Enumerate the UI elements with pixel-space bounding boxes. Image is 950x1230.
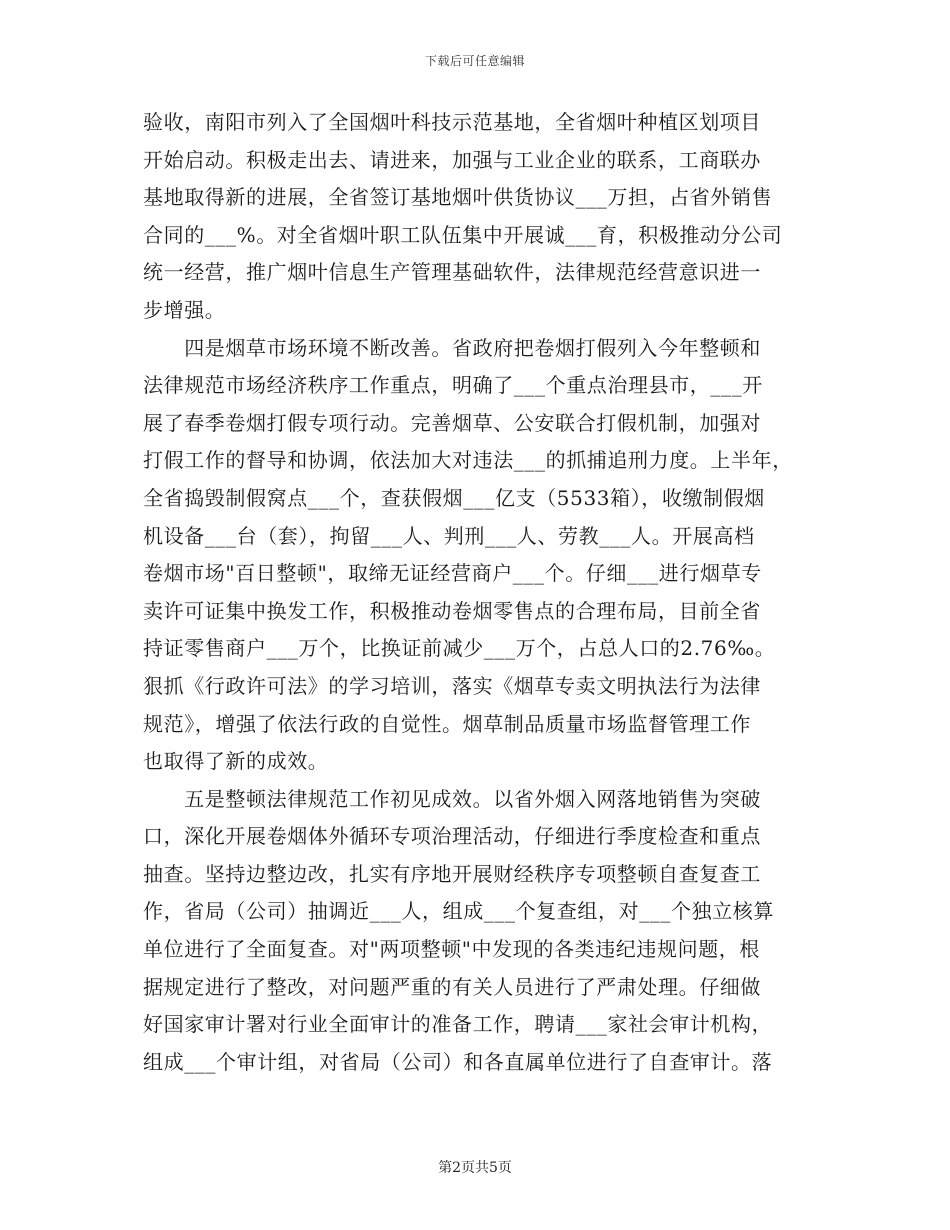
text-line: 验收，南阳市列入了全国烟叶科技示范基地，全省烟叶种植区划项目 xyxy=(143,110,761,134)
text-line: 基地取得新的进展，全省签订基地烟叶供货协议___万担，占省外销售 xyxy=(143,185,773,210)
text-line: 也取得了新的成效。 xyxy=(143,749,329,774)
text-line: 全省捣毁制假窝点___个，查获假烟___亿支（5533箱），收缴制假烟 xyxy=(143,485,765,510)
paragraph-start-line: 四是烟草市场环境不断改善。省政府把卷烟打假列入今年整顿和 xyxy=(143,335,761,360)
text-line: 开始启动。积极走出去、请进来，加强与工业企业的联系，工商联办 xyxy=(143,147,761,172)
text-line: 口，深化开展卷烟体外循环专项治理活动，仔细进行季度检查和重点 xyxy=(143,824,761,849)
paragraph-start-line: 五是整顿法律规范工作初见成效。以省外烟入网落地销售为突破 xyxy=(143,786,761,811)
body-text xyxy=(143,104,803,1081)
text-line: 卷烟市场"百日整顿"，取缔无证经营商户___个。仔细___进行烟草专 xyxy=(143,561,762,586)
text-line: 展了春季卷烟打假专项行动。完善烟草、公安联合打假机制，加强对 xyxy=(143,410,761,435)
page-header: 下载后可任意编辑 xyxy=(424,54,525,68)
text-line: 卖许可证集中换发工作，积极推动卷烟零售点的合理布局，目前全省 xyxy=(143,598,761,623)
text-line: 打假工作的督导和协调，依法加大对违法___的抓捕追刑力度。上半年， xyxy=(143,448,793,473)
text-line: 单位进行了全面复查。对"两项整顿"中发现的各类违纪违规问题，根 xyxy=(143,937,760,962)
text-line: 据规定进行了整改，对问题严重的有关人员进行了严肃处理。仔细做 xyxy=(143,974,761,999)
text-line: 统一经营，推广烟叶信息生产管理基础软件，法律规范经营意识进一 xyxy=(143,260,761,285)
text-line: 组成___个审计组，对省局（公司）和各直属单位进行了自查审计。落 xyxy=(143,1049,773,1074)
text-line: 法律规范市场经济秩序工作重点，明确了___个重点治理县市，___开 xyxy=(143,373,763,398)
text-line: 机设备___台（套），拘留___人、判刑___人、劳教___人。开展高档 xyxy=(143,523,755,548)
text-line: 步增强。 xyxy=(143,297,226,322)
text-line: 狠抓《行政许可法》的学习培训，落实《烟草专卖文明执法行为法律 xyxy=(143,673,761,698)
text-line: 抽查。坚持边整边改，扎实有序地开展财经秩序专项整顿自查复查工 xyxy=(143,861,761,886)
text-line: 规范》，增强了依法行政的自觉性。烟草制品质量市场监督管理工作 xyxy=(143,711,751,736)
text-line: 持证零售商户___万个，比换证前减少___万个，占总人口的2.76‰。 xyxy=(143,636,776,661)
text-line: 作，省局（公司）抽调近___人，组成___个复查组，对___个独立核算 xyxy=(143,899,774,924)
text-line: 好国家审计署对行业全面审计的准备工作，聘请___家社会审计机构， xyxy=(143,1012,773,1037)
text-line: 合同的___%。对全省烟叶职工队伍集中开展诚___育，积极推动分公司 xyxy=(143,222,783,247)
page-footer: 第2页共5页 xyxy=(438,1160,512,1176)
